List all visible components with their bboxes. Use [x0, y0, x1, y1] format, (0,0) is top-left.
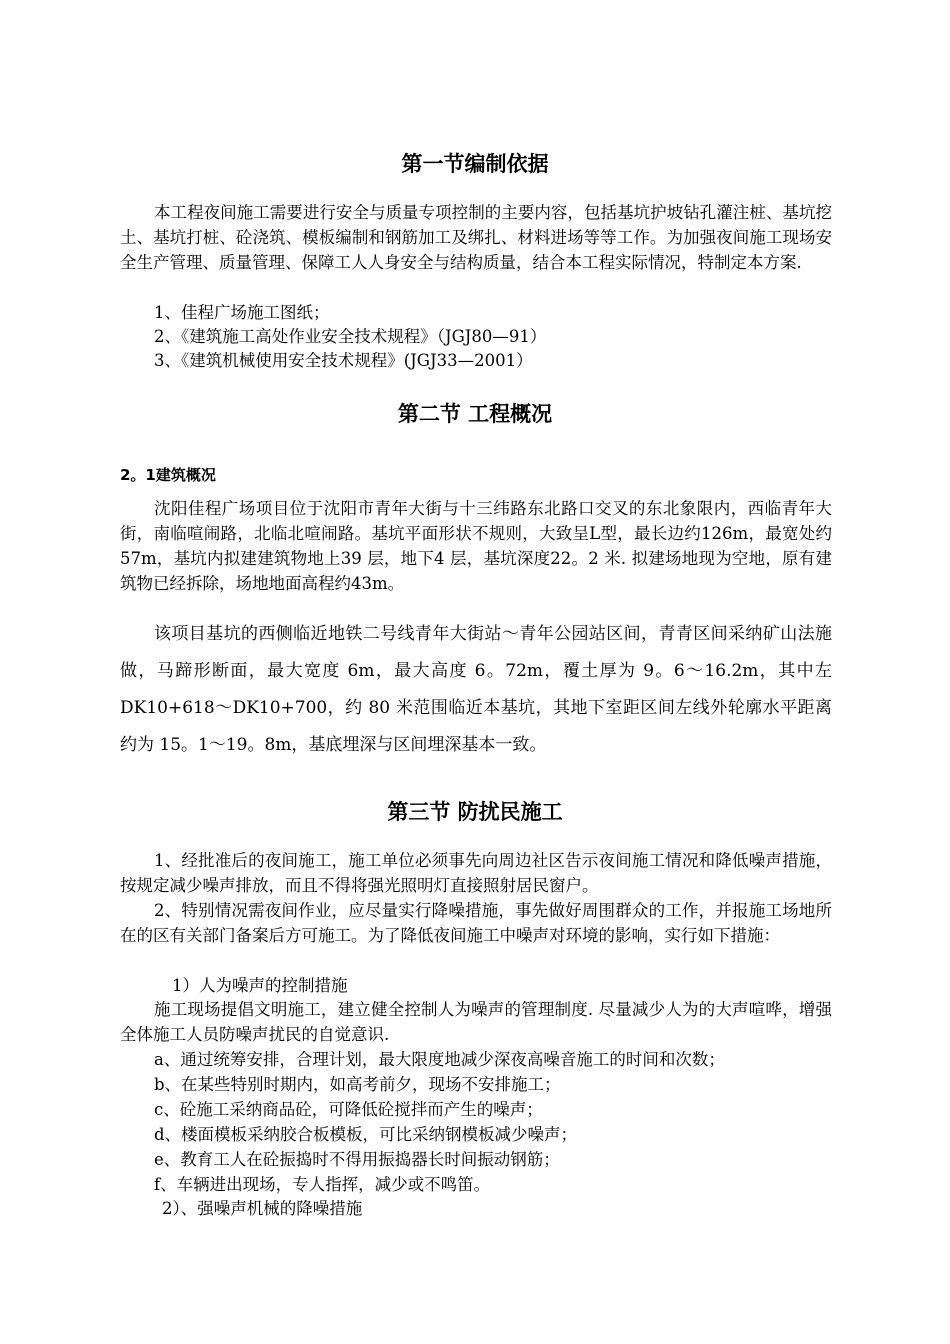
section3-para3: 施工现场提倡文明施工，建立健全控制人为噪声的管理制度. 尽量减少人为的大声喧哗，增强全体施工人员防噪声扰民的自觉意识. [120, 1000, 832, 1044]
section2-heading: 第二节 工程概况 [397, 402, 553, 426]
section2-para2: 该项目基坑的西侧临近地铁二号线青年大街站～青年公园站区间，青青区间采纳矿山法施做，马蹄形断面，最大宽度 6m，最大高度 6。72m，覆土厚为 9。6～16.2m，其中左 DK10+618～DK10+700，约 80 米范围临近本基坑，其地下室距区间左线外轮廓水平距离约为 15。1～19。8m，基底埋深与区间埋深基本一致。 [120, 624, 832, 755]
section3-para1: 1、经批准后的夜间施工，施工单位必须事先向周边社区告示夜间施工情况和降低噪声措施，按规定减少噪声排放，而且不得将强光照明灯直接照射居民窗户。 [120, 851, 832, 895]
section1-intro: 本工程夜间施工需要进行安全与质量专项控制的主要内容，包括基坑护坡钻孔灌注桩、基坑挖土、基坑打桩、砼浇筑、模板编制和钢筋加工及绑扎、材料进场等等工作。为加强夜间施工现场安全生产管理、质量管理、保障工人人身安全与结构质量，结合本工程实际情况，特制定本方案. [120, 203, 832, 272]
section1-heading: 第一节编制依据 [401, 151, 549, 176]
reference-item-2: 2、《建筑施工高处作业安全技术规程》（JGJ80—91） [154, 327, 547, 346]
measure-item-a: a、通过统筹安排，合理计划，最大限度地减少深夜高噪音施工的时间和次数； [154, 1050, 725, 1069]
reference-item-3: 3、《建筑机械使用安全技术规程》(JGJ33—2001） [154, 351, 533, 370]
section3-para2: 2、特别情况需夜间作业，应尽量实行降噪措施，事先做好周围群众的工作，并报施工场地所在的区有关部门备案后方可施工。为了降低夜间施工中噪声对环境的影响，实行如下措施： [120, 901, 832, 945]
reference-item-1: 1、佳程广场施工图纸； [154, 303, 330, 322]
section3-heading: 第三节 防扰民施工 [387, 800, 563, 824]
measure-item-e: e、教育工人在砼振捣时不得用振捣器长时间振动钢筋； [154, 1150, 560, 1169]
section3-subitem-1: 1）人为噪声的控制措施 [172, 976, 348, 995]
measure-item-b: b、在某些特别时期内，如高考前夕，现场不安排施工； [154, 1075, 561, 1094]
measure-item-d: d、楼面模板采纳胶合板模板，可比采纳钢模板减少噪声； [154, 1125, 578, 1144]
section2-para1: 沈阳佳程广场项目位于沈阳市青年大街与十三纬路东北路口交叉的东北象限内，西临青年大街，南临喧闹路，北临北喧闹路。基坑平面形状不规则，大致呈L型，最长边约126m，最宽处约57m，基坑内拟建建筑物地上39 层，地下4 层，基坑深度22。2 米. 拟建场地现为空地，原有建筑物已经拆除，场地地面高程约43m。 [120, 499, 832, 593]
section3-subitem-2: 2）、强噪声机械的降噪措施 [162, 1199, 363, 1218]
measure-item-f: f、车辆进出现场，专人指挥，减少或不鸣笛。 [154, 1175, 491, 1194]
measure-item-c: c、砼施工采纳商品砼，可降低砼搅拌而产生的噪声； [154, 1100, 543, 1119]
section2-subheading: 2。1建筑概况 [120, 466, 216, 484]
